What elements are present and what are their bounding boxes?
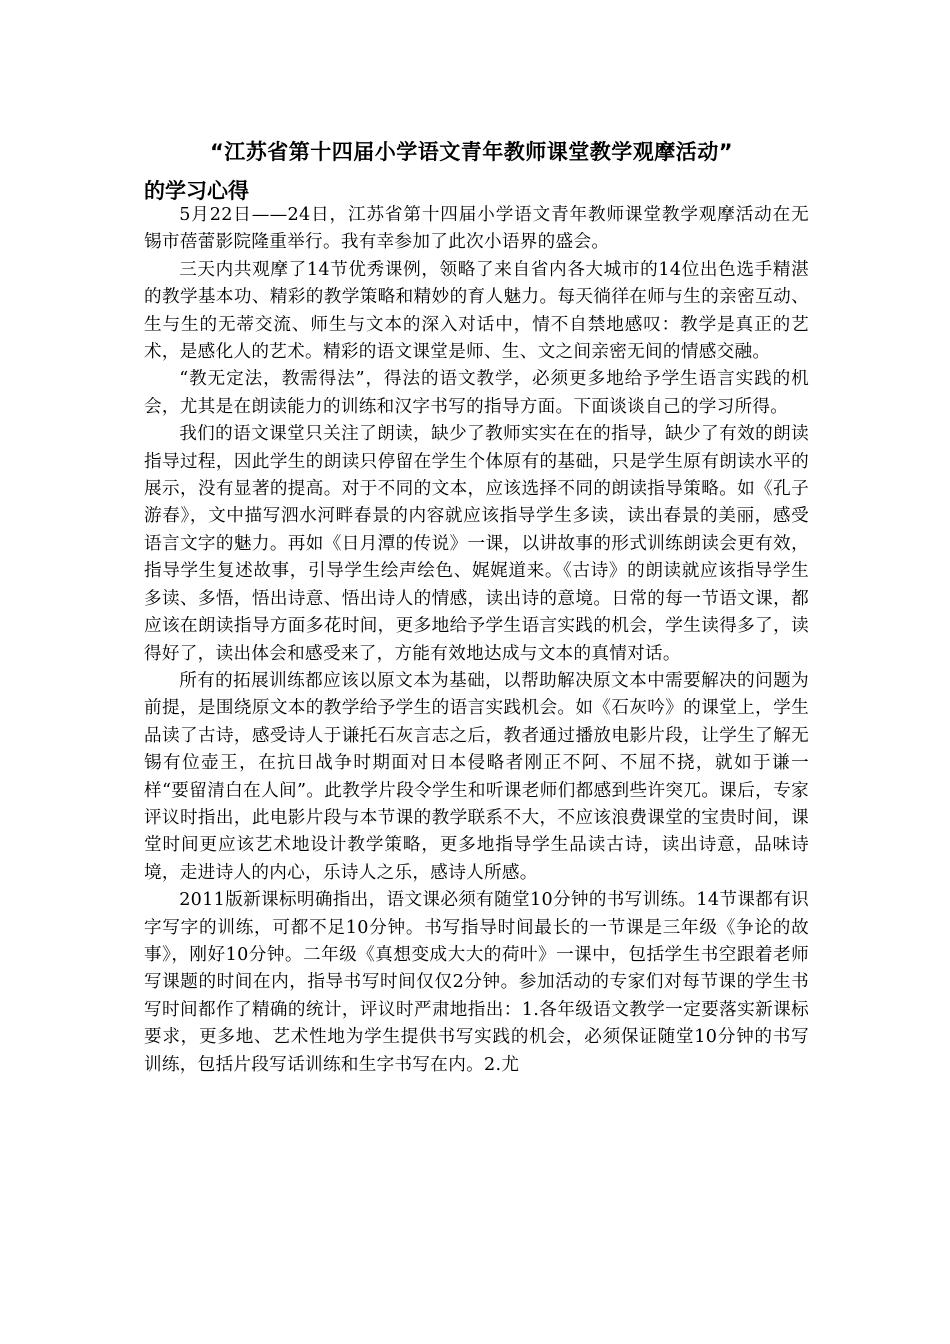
paragraph: 我们的语文课堂只关注了朗读，缺少了教师实实在在的指导，缺少了有效的朗读指导过程，因此学生的朗读只停留在学生个体原有的基础，只是学生原有朗读水平的展示，没有显著的提高。对于不同的文本，应该选择不同的朗读指导策略。如《孔子游春》，文中描写泗水河畔春景的内容就应该指导学生多读，读出春景的美丽，感受语言文字的魅力。再如《日月潭的传说》一课，以讲故事的形式训练朗读会更有效，指导学生复述故事，引导学生绘声绘色、娓娓道来。《古诗》的朗读就应该指导学生多读、多悟，悟出诗意、悟出诗人的情感，读出诗的意境。日常的每一节语文课，都应该在朗读指导方面多花时间，更多地给予学生语言实践的机会，学生读得多了，读得好了，读出体会和感受来了，方能有效地达成与文本的真情对话。	[144, 424, 809, 664]
document-title: “江苏省第十四届小学语文青年教师课堂教学观摩活动”	[210, 140, 734, 164]
document-body	[144, 202, 809, 1079]
paragraph: 所有的拓展训练都应该以原文本为基础，以帮助解决原文本中需要解决的问题为前提，是围绕原文本的教学给予学生的语言实践机会。如《石灰吟》的课堂上，学生品读了古诗，感受诗人于谦托石灰言志之后，教者通过播放电影片段，让学生了解无锡有位壶王，在抗日战争时期面对日本侵略者刚正不阿、不屈不挠，就如于谦一样“要留清白在人间”。此教学片段令学生和听课老师们都感到些许突兀。课后，专家评议时指出，此电影片段与本节课的教学联系不大，不应该浪费课堂的宝贵时间，课堂时间更应该艺术地设计教学策略，更多地指导学生品读古诗，读出诗意，品味诗境，走进诗人的内心，乐诗人之乐，感诗人所感。	[144, 670, 809, 883]
paragraph: “教无定法，教需得法”，得法的语文教学，必须更多地给予学生语言实践的机会，尤其是在朗读能力的训练和汉字书写的指导方面。下面谈谈自己的学习所得。	[144, 369, 809, 417]
paragraph: 三天内共观摩了14节优秀课例，领略了来自省内各大城市的14位出色选手精湛的教学基本功、精彩的教学策略和精妙的育人魅力。每天徜徉在师与生的亲密互动、生与生的无蒂交流、师生与文本的深入对话中，情不自禁地感叹：教学是真正的艺术，是感化人的艺术。精彩的语文课堂是师、生、文之间亲密无间的情感交融。	[144, 259, 809, 363]
document-title-continuation: 的学习心得	[144, 179, 249, 203]
paragraph: 5月22日——24日，江苏省第十四届小学语文青年教师课堂教学观摩活动在无锡市蓓蕾影院隆重举行。我有幸参加了此次小语界的盛会。	[144, 205, 809, 253]
paragraph: 2011版新课标明确指出，语文课必须有随堂10分钟的书写训练。14节课都有识字写字的训练，可都不足10分钟。书写指导时间最长的一节课是三年级《争论的故事》，刚好10分钟。二年级《真想变成大大的荷叶》一课中，包括学生书空跟着老师写课题的时间在内，指导书写时间仅仅2分钟。参加活动的专家们对每节课的学生书写时间都作了精确的统计，评议时严肃地指出：1.各年级语文教学一定要落实新课标要求，更多地、艺术性地为学生提供书写实践的机会，必须保证随堂10分钟的书写训练，包括片段写话训练和生字书写在内。2.尤	[144, 890, 809, 1075]
